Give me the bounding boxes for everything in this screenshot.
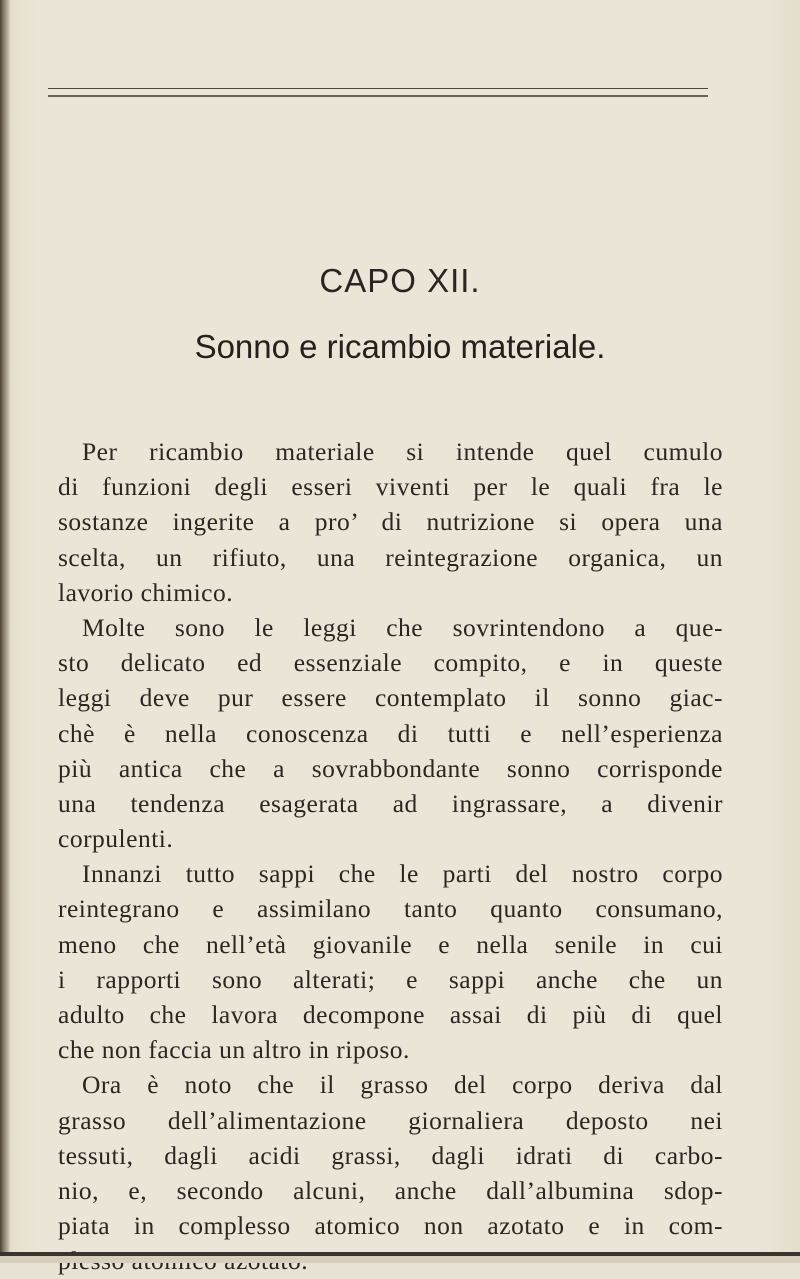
text-line: di funzioni degli esseri viventi per le quali fra le xyxy=(58,472,723,502)
text-line: sto delicato ed essenziale compito, e in queste xyxy=(58,648,723,678)
text-line: Molte sono le leggi che sovrintendono a que- xyxy=(82,612,723,642)
chapter-heading: CAPO XII. xyxy=(319,262,481,299)
text-line: tessuti, dagli acidi grassi, dagli idrati di carbo- xyxy=(58,1140,723,1170)
page-bottom-band xyxy=(0,1256,800,1263)
text-line: Per ricambio materiale si intende quel cumulo xyxy=(82,437,723,466)
text-line: adulto che lavora decompone assai di più di quel xyxy=(58,1000,723,1029)
text-line: nio, e, secondo alcuni, anche dall’albumina sdop- xyxy=(58,1175,723,1205)
header-rule-top xyxy=(48,88,708,89)
text-line: reintegrano e assimilano tanto quanto consumano, xyxy=(58,894,723,924)
body-text xyxy=(58,434,723,1279)
header-rule-bottom xyxy=(48,95,708,97)
text-line: che non faccia un altro in riposo. xyxy=(58,1035,410,1065)
text-line: chè è nella conoscenza di tutti e nell’esperienza xyxy=(58,718,723,748)
text-line: leggi deve pur essere contemplato il sonno giac- xyxy=(58,683,723,713)
text-line: più antica che a sovrabbondante sonno corrisponde xyxy=(58,753,723,783)
text-line: scelta, un rifiuto, una reintegrazione organica, un xyxy=(58,542,723,572)
text-line: lavorio chimico. xyxy=(58,577,234,607)
text-line: Innanzi tutto sappi che le parti del nostro corpo xyxy=(82,859,723,889)
chapter-title: Sonno e ricambio materiale. xyxy=(194,328,606,365)
text-line: meno che nell’età giovanile e nella senile in cui xyxy=(58,929,723,959)
text-line: piata in complesso atomico non azotato e in com- xyxy=(58,1211,723,1241)
text-line: i rapporti sono alterati; e sappi anche che un xyxy=(58,964,723,994)
text-line: sostanze ingerite a pro’ di nutrizione si opera una xyxy=(58,507,723,537)
text-line: corpulenti. xyxy=(58,824,174,854)
text-line: grasso dell’alimentazione giornaliera deposto nei xyxy=(58,1105,723,1135)
page-binding-edge xyxy=(0,0,10,1263)
text-line: Ora è noto che il grasso del corpo deriva dal xyxy=(82,1070,723,1100)
text-line: una tendenza esagerata ad ingrassare, a divenir xyxy=(58,788,723,818)
